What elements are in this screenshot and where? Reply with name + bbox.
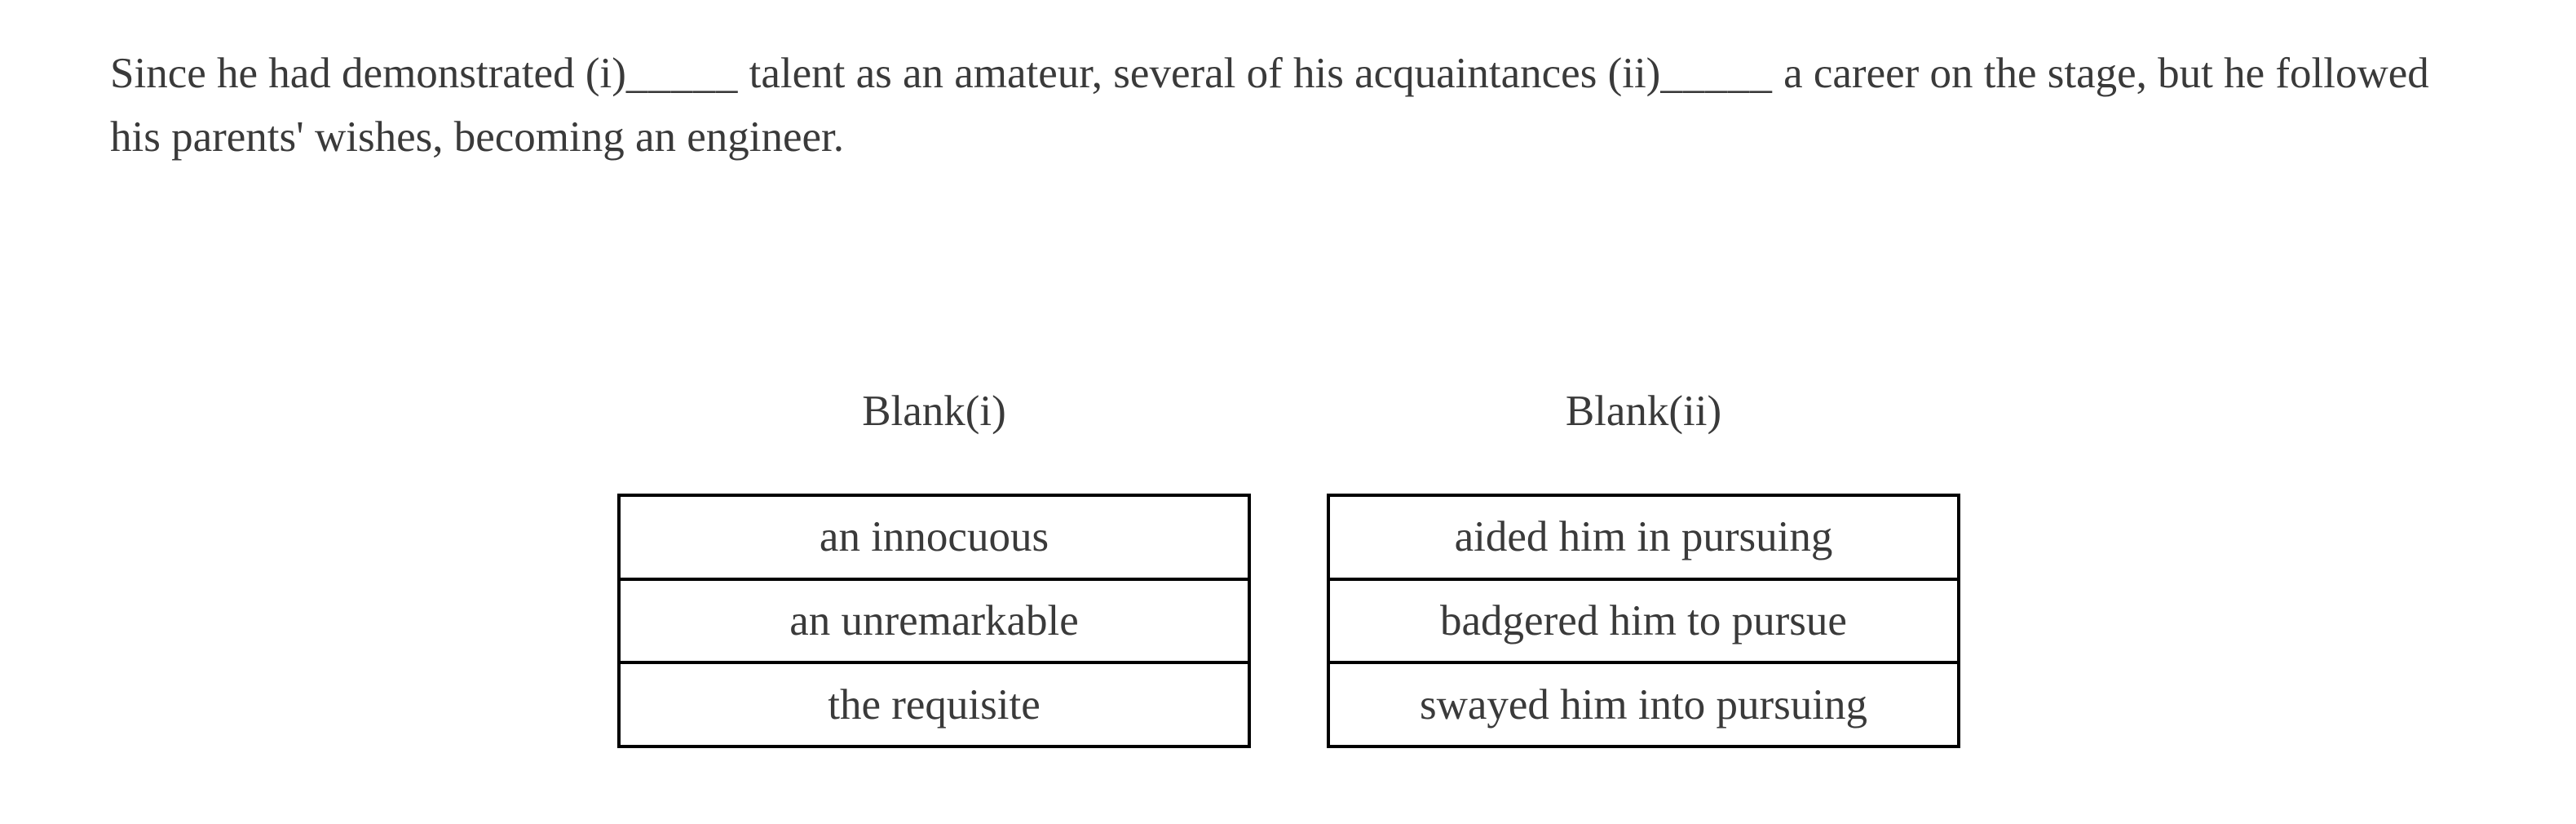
blank-ii-column-label: Blank(ii) bbox=[1565, 388, 1722, 435]
option-cell-blank-ii-1[interactable]: aided him in pursuing bbox=[1454, 513, 1833, 561]
question-text-segment-1: Since he had demonstrated (i) bbox=[110, 50, 626, 97]
option-cell-blank-i-3[interactable]: the requisite bbox=[621, 661, 1248, 745]
question-text-segment-3: a career on the stage, but he followed his parents' wishes, becoming an engineer. bbox=[110, 50, 2429, 161]
option-cell-blank-ii-2[interactable]: badgered him to pursue bbox=[1330, 578, 1957, 662]
option-cell-blank-ii-3[interactable]: swayed him into pursuing bbox=[1330, 661, 1957, 745]
blank-i-underline: _____ bbox=[625, 50, 739, 97]
question-text-segment-2: talent as an amateur, several of his acquaintances (ii) bbox=[738, 50, 1661, 97]
option-cell-blank-i-2[interactable]: an unremarkable bbox=[621, 578, 1248, 662]
option-cell-blank-i-1[interactable]: an innocuous bbox=[819, 513, 1049, 561]
blank-ii-options-table bbox=[1327, 494, 1960, 748]
blank-i-options-table bbox=[617, 494, 1251, 748]
question-text bbox=[110, 42, 2459, 169]
blank-i-column-label: Blank(i) bbox=[862, 388, 1006, 435]
blank-ii-underline: _____ bbox=[1660, 50, 1773, 97]
